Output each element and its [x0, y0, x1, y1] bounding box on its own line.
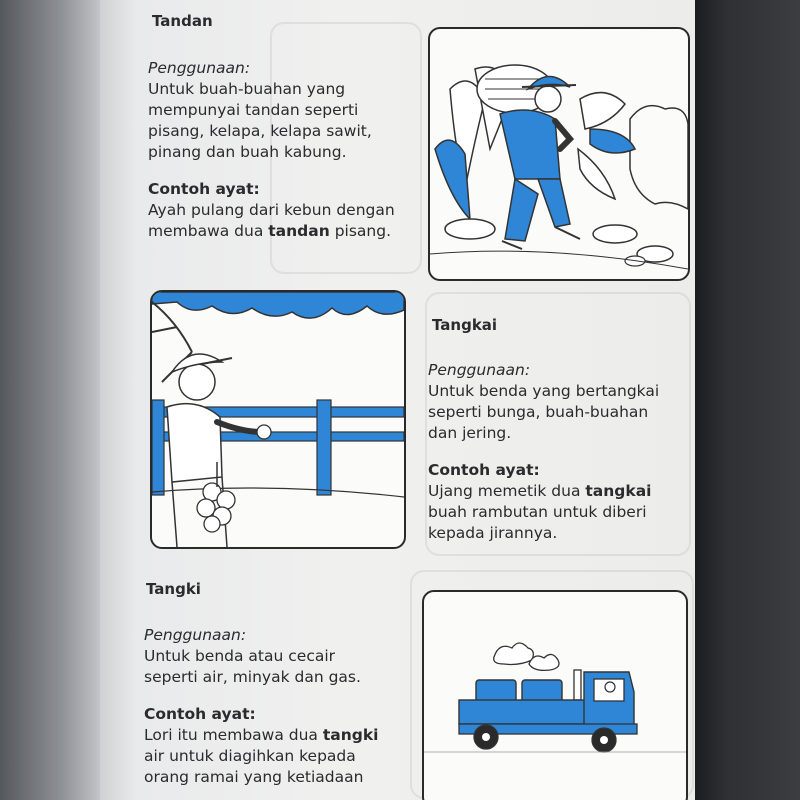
usage-line: Untuk buah-buahan yang [148, 80, 346, 98]
usage-line: seperti bunga, buah-buahan [428, 403, 649, 421]
entry-word-tandan: Tandan [152, 12, 213, 30]
book-spine-shadow [0, 0, 110, 800]
example-line: air untuk diagihkan kepada [144, 747, 356, 765]
illustration-boy-rambutan [150, 290, 406, 549]
example-label: Contoh ayat: [148, 180, 260, 198]
usage-line: pinang dan buah kabung. [148, 143, 347, 161]
entry-tandan-text [148, 58, 428, 242]
background-edge [695, 0, 800, 800]
man-banana-drawing [430, 29, 688, 279]
lorry-tanks-drawing [424, 592, 686, 800]
usage-line: dan jering. [428, 424, 512, 442]
example-line: orang ramai yang ketiadaan [144, 768, 364, 786]
illustration-man-banana [428, 27, 690, 281]
usage-line: Untuk benda yang bertangkai [428, 382, 660, 400]
example-line: kepada jirannya. [428, 524, 558, 542]
usage-line: pisang, kelapa, kelapa sawit, [148, 122, 372, 140]
entry-word-tangkai: Tangkai [432, 316, 498, 334]
keyword: tangki [322, 726, 379, 744]
example-line: membawa dua tandan pisang. [148, 222, 392, 240]
keyword: tandan [268, 222, 330, 240]
example-label: Contoh ayat: [144, 705, 256, 723]
illustration-lorry-tanks [422, 590, 688, 800]
entry-word-tangki: Tangki [146, 580, 201, 598]
usage-label: Penggunaan: [144, 626, 247, 644]
usage-label: Penggunaan: [428, 361, 531, 379]
keyword: tangkai [585, 482, 652, 500]
usage-line: seperti air, minyak dan gas. [144, 668, 361, 686]
example-line: Ujang memetik dua tangkai [428, 482, 652, 500]
entry-tangkai-text [428, 360, 698, 544]
book-page [100, 0, 705, 800]
example-line: Lori itu membawa dua tangki [144, 726, 379, 744]
example-line: Ayah pulang dari kebun dengan [148, 201, 395, 219]
example-label: Contoh ayat: [428, 461, 540, 479]
usage-line: mempunyai tandan seperti [148, 101, 359, 119]
usage-label: Penggunaan: [148, 59, 251, 77]
boy-rambutan-drawing [152, 292, 404, 547]
example-line: buah rambutan untuk diberi [428, 503, 647, 521]
usage-line: Untuk benda atau cecair [144, 647, 336, 665]
entry-tangki-text [144, 625, 414, 788]
